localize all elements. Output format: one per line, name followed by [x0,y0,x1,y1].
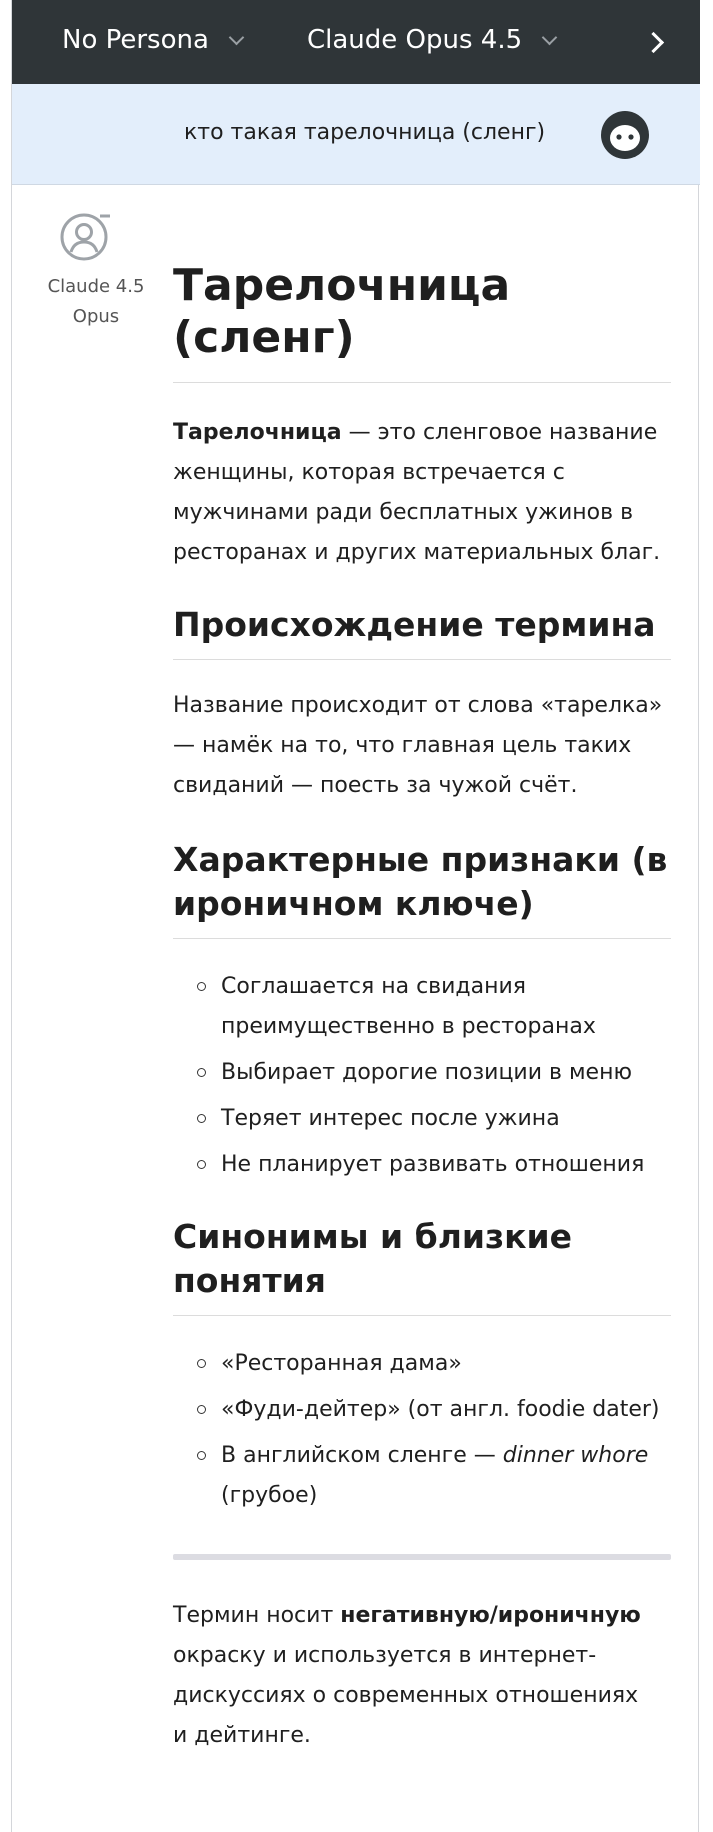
origin-paragraph: Название происходит от слова «тарелка» — намёк на то, что главная цель таких свиданий — поесть за чужой счёт. [173,693,663,798]
user-avatar-icon [600,110,650,160]
chevron-down-icon [229,29,245,45]
list-item: Соглашается на свидания преимущественно в ресторанах [221,967,671,1047]
response-title: Тарелочница (сленг) [173,260,671,383]
model-label: Claude Opus 4.5 [307,25,523,55]
heading-synonyms: Синонимы и близкие понятия [173,1215,671,1316]
chevron-right-icon[interactable] [642,28,670,56]
outro-paragraph: Термин носит негативную/ироничную окраску и используется в интернет- дискуссиях о современных отношениях и дейтинге. [173,1603,641,1748]
assistant-label-line: Opus [72,306,120,327]
persona-selector[interactable] [62,22,242,58]
persona-label: No Persona [62,25,209,55]
top-bar [12,0,700,84]
list-item: «Фуди-дейтер» (от англ. foodie dater) [221,1390,671,1430]
user-message-text: кто такая тарелочница (сленг) [184,120,546,145]
chat-frame [11,0,699,1832]
list-item: В английском сленге — dinner whore (грубое) [221,1436,671,1516]
intro-paragraph: Тарелочница — это сленговое название женщины, которая встречается с мужчинами ради бесплатных ужинов в ресторанах и других материальных благ. [173,420,661,565]
assistant-response [173,260,671,1756]
outro-bold-term: негативную/ироничную [340,1603,641,1628]
model-selector[interactable] [307,22,555,58]
horizontal-rule [173,1554,671,1560]
list-item: «Ресторанная дама» [221,1344,671,1384]
synonyms-list [173,1344,671,1516]
assistant-avatar-icon [60,210,112,262]
assistant-model-label [26,272,166,332]
chevron-down-icon [542,29,558,45]
list-item: Выбирает дорогие позиции в меню [221,1053,671,1093]
list-item: Не планирует развивать отношения [221,1145,671,1185]
user-message [12,84,700,185]
list-item: Теряет интерес после ужина [221,1099,671,1139]
signs-list [173,967,671,1185]
intro-bold-term: Тарелочница [173,420,342,445]
assistant-label-line: Claude 4.5 [47,276,145,297]
heading-origin: Происхождение термина [173,603,671,660]
heading-signs: Характерные признаки (в ироничном ключе) [173,838,671,939]
